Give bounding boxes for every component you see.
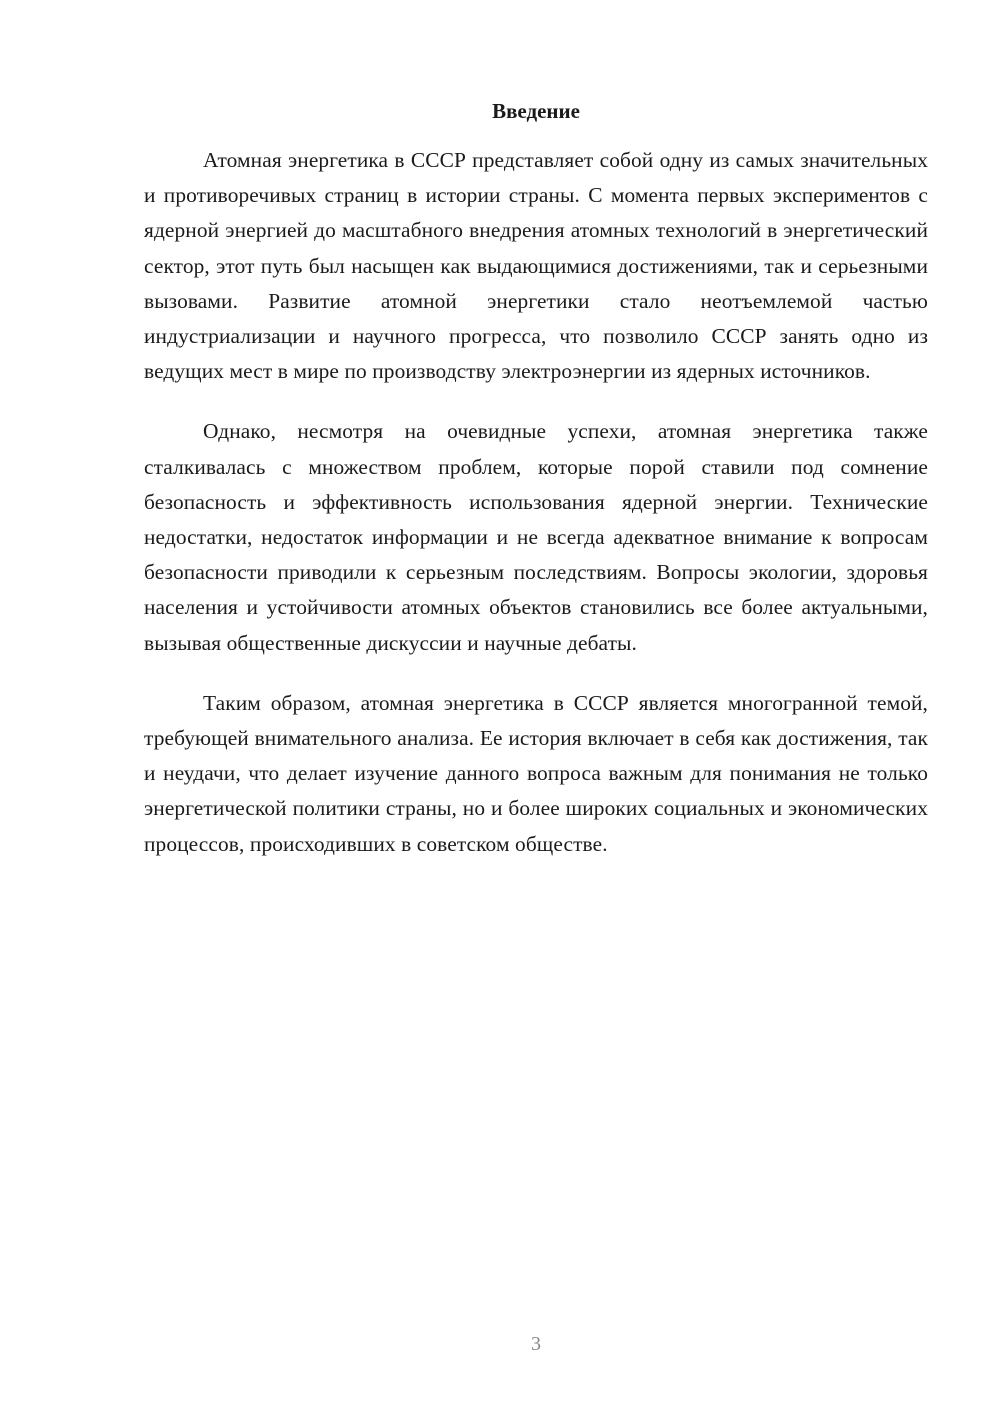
- paragraph-1: Атомная энергетика в СССР представляет собой одну из самых значительных и противоречивых страниц в истории страны. С момента первых экспериментов с ядерной энергией до масштабного внедрения атомных технологий в энергетический сектор, этот путь был насыщен как выдающимися достижениями, так и серьезными вызовами. Развитие атомной энергетики стало неотъемлемой частью индустриализации и научного прогресса, что позволило СССР занять одно из ведущих мест в мире по производству электроэнергии из ядерных источников.: [144, 148, 928, 384]
- paragraph-3: Таким образом, атомная энергетика в СССР является многогранной темой, требующей внимательного анализа. Ее история включает в себя как достижения, так и неудачи, что делает изучение данного вопроса важным для понимания не только энергетической политики страны, но и более широких социальных и экономических процессов, происходивших в советском обществе.: [144, 690, 928, 856]
- page-number: 3: [531, 1333, 541, 1355]
- body-text: [144, 143, 928, 887]
- paragraph-2: Однако, несмотря на очевидные успехи, атомная энергетика также сталкивалась с множеством проблем, которые порой ставили под сомнение безопасность и эффективность использования ядерной энергии. Технические недостатки, недостаток информации и не всегда адекватное внимание к вопросам безопасности приводили к серьезным последствиям. Вопросы экологии, здоровья населения и устойчивости атомных объектов становились все более актуальными, вызывая общественные дискуссии и научные дебаты.: [144, 419, 928, 655]
- section-title: Введение: [492, 99, 580, 123]
